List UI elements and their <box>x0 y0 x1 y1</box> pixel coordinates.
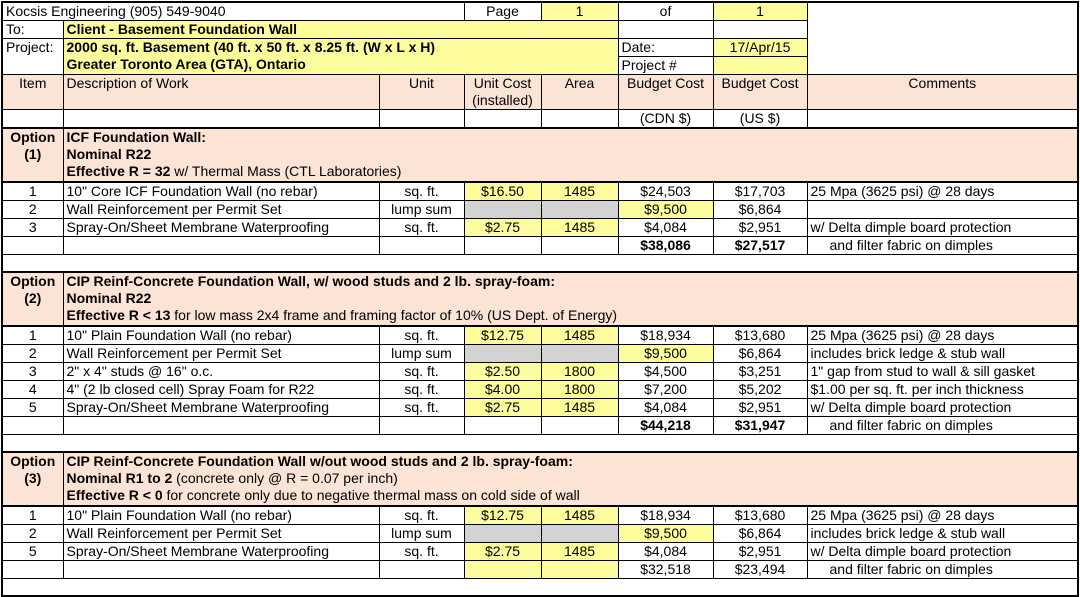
option-number: (3) <box>24 470 42 486</box>
total-row <box>2 237 1078 255</box>
blank-cell <box>63 237 379 255</box>
item-budget-us: $2,951 <box>713 219 807 237</box>
item-budget-cdn[interactable]: $9,500 <box>618 201 713 219</box>
col-budget-us: Budget Cost <box>713 75 807 110</box>
item-budget-us: $6,864 <box>713 525 807 543</box>
blank-cell <box>63 110 379 129</box>
blank-cell <box>541 561 618 579</box>
item-number: 1 <box>2 182 63 201</box>
item-budget-us: $6,864 <box>713 201 807 219</box>
blank-cell <box>63 417 379 435</box>
nominal-note: (concrete only @ R = 0.07 per inch) <box>172 470 398 486</box>
item-budget-us: $2,951 <box>713 543 807 561</box>
blank-cell <box>541 237 618 255</box>
item-budget-cdn[interactable]: $9,500 <box>618 345 713 363</box>
option-header <box>2 452 1078 506</box>
item-unit-cost[interactable] <box>464 525 541 543</box>
item-comment[interactable]: w/ Delta dimple board protection <box>807 543 1078 561</box>
item-budget-us: $13,680 <box>713 506 807 525</box>
item-number: 2 <box>2 525 63 543</box>
item-unit-cost[interactable]: $2.75 <box>464 219 541 237</box>
line-item-row <box>2 399 1078 417</box>
blank-cell <box>807 110 1078 129</box>
item-unit[interactable]: sq. ft. <box>379 506 464 525</box>
currency-us: (US $) <box>713 110 807 129</box>
spacer-row <box>2 255 1078 273</box>
effective-r: Effective R < 0 <box>66 487 163 503</box>
item-comment[interactable]: $1.00 per sq. ft. per inch thickness <box>807 381 1078 399</box>
option-header <box>2 272 1078 326</box>
item-description[interactable]: Spray-On/Sheet Membrane Waterproofing <box>63 399 379 417</box>
item-description[interactable]: 10" Plain Foundation Wall (no rebar) <box>63 326 379 345</box>
item-unit-cost[interactable] <box>464 345 541 363</box>
cost-estimate-sheet <box>1 1 1079 597</box>
item-unit-cost[interactable]: $2.75 <box>464 399 541 417</box>
to-value[interactable]: Client - Basement Foundation Wall <box>63 21 618 39</box>
item-area[interactable] <box>541 525 618 543</box>
option-number: (2) <box>24 290 42 306</box>
item-comment[interactable] <box>807 201 1078 219</box>
spacer-row <box>2 435 1078 453</box>
company-name: Kocsis Engineering (905) 549-9040 <box>2 2 464 21</box>
item-budget-us: $3,251 <box>713 363 807 381</box>
item-number: 3 <box>2 363 63 381</box>
col-budget-cdn: Budget Cost <box>618 75 713 110</box>
item-area[interactable]: 1800 <box>541 363 618 381</box>
item-number: 5 <box>2 399 63 417</box>
blank-cell <box>541 110 618 129</box>
line-item-row <box>2 201 1078 219</box>
item-description[interactable]: 10" Plain Foundation Wall (no rebar) <box>63 506 379 525</box>
item-description[interactable]: Wall Reinforcement per Permit Set <box>63 525 379 543</box>
col-comments: Comments <box>807 75 1078 110</box>
item-budget-us: $13,680 <box>713 326 807 345</box>
project-label: Project: <box>2 39 63 75</box>
item-area[interactable]: 1485 <box>541 399 618 417</box>
line-item-row <box>2 506 1078 525</box>
of-label: of <box>618 2 713 21</box>
line-item-row <box>2 381 1078 399</box>
effective-note: for concrete only due to negative thermal mass on cold side of wall <box>162 487 580 503</box>
item-comment[interactable]: 25 Mpa (3625 psi) @ 28 days <box>807 506 1078 525</box>
option-label <box>2 452 63 506</box>
blank-cell <box>464 561 541 579</box>
blank-cell <box>713 21 807 39</box>
item-description[interactable]: 2" x 4" studs @ 16" o.c. <box>63 363 379 381</box>
option-title: CIP Reinf-Concrete Foundation Wall w/out wood studs and 2 lb. spray-foam: <box>66 453 573 469</box>
line-item-row <box>2 543 1078 561</box>
page-label: Page <box>464 2 541 21</box>
effective-r: Effective R < 13 <box>66 307 171 323</box>
line-item-row <box>2 363 1078 381</box>
blank-cell <box>63 561 379 579</box>
blank-cell <box>2 561 63 579</box>
item-comment[interactable]: 25 Mpa (3625 psi) @ 28 days <box>807 326 1078 345</box>
date-label: Date: <box>618 39 713 57</box>
item-budget-us: $17,703 <box>713 182 807 201</box>
item-unit-cost[interactable]: $12.75 <box>464 326 541 345</box>
option-header <box>2 128 1078 182</box>
item-area[interactable]: 1485 <box>541 182 618 201</box>
item-budget-cdn: $4,500 <box>618 363 713 381</box>
col-description: Description of Work <box>63 75 379 110</box>
item-description[interactable]: Wall Reinforcement per Permit Set <box>63 201 379 219</box>
item-unit-cost[interactable]: $2.50 <box>464 363 541 381</box>
item-budget-cdn: $4,084 <box>618 543 713 561</box>
item-comment[interactable]: includes brick ledge & stub wall <box>807 525 1078 543</box>
item-budget-us: $6,864 <box>713 345 807 363</box>
spacer-cell <box>2 255 1078 273</box>
project-number-label: Project # <box>618 57 713 75</box>
total-comment[interactable]: and filter fabric on dimples <box>807 561 1078 579</box>
item-unit[interactable]: lump sum <box>379 525 464 543</box>
project-value[interactable] <box>63 39 618 75</box>
item-unit[interactable]: sq. ft. <box>379 219 464 237</box>
item-description[interactable]: 10" Core ICF Foundation Wall (no rebar) <box>63 182 379 201</box>
item-budget-cdn: $18,934 <box>618 326 713 345</box>
total-row <box>2 561 1078 579</box>
total-comment[interactable]: and filter fabric on dimples <box>807 237 1078 255</box>
item-unit[interactable]: sq. ft. <box>379 399 464 417</box>
item-number: 4 <box>2 381 63 399</box>
item-area[interactable] <box>541 345 618 363</box>
item-comment[interactable]: 1" gap from stud to wall & sill gasket <box>807 363 1078 381</box>
line-item-row <box>2 345 1078 363</box>
line-item-row <box>2 525 1078 543</box>
option-label <box>2 272 63 326</box>
item-number: 2 <box>2 345 63 363</box>
option-word: Option <box>10 129 56 145</box>
item-area[interactable]: 1485 <box>541 326 618 345</box>
effective-note: w/ Thermal Mass (CTL Laboratories) <box>170 163 402 179</box>
nominal-r: Nominal R22 <box>66 290 152 306</box>
item-comment[interactable]: w/ Delta dimple board protection <box>807 219 1078 237</box>
item-unit-cost[interactable]: $16.50 <box>464 182 541 201</box>
option-title: CIP Reinf-Concrete Foundation Wall, w/ wood studs and 2 lb. spray-foam: <box>66 273 555 289</box>
item-unit-cost[interactable]: $4.00 <box>464 381 541 399</box>
item-budget-us: $2,951 <box>713 399 807 417</box>
item-area[interactable]: 1800 <box>541 381 618 399</box>
item-unit-cost[interactable]: $12.75 <box>464 506 541 525</box>
option-label <box>2 128 63 182</box>
item-description[interactable]: Spray-On/Sheet Membrane Waterproofing <box>63 543 379 561</box>
to-label: To: <box>2 21 63 39</box>
total-comment[interactable]: and filter fabric on dimples <box>807 417 1078 435</box>
spacer-cell <box>2 435 1078 453</box>
total-budget-us: $23,494 <box>713 561 807 579</box>
blank-cell <box>464 417 541 435</box>
item-budget-cdn[interactable]: $9,500 <box>618 525 713 543</box>
item-comment[interactable]: 25 Mpa (3625 psi) @ 28 days <box>807 182 1078 201</box>
item-area[interactable]: 1485 <box>541 543 618 561</box>
project-line-1: 2000 sq. ft. Basement (40 ft. x 50 ft. x 8.25 ft. (W x L x H) <box>66 39 436 55</box>
total-budget-cdn: $44,218 <box>618 417 713 435</box>
line-item-row <box>2 182 1078 201</box>
blank-cell <box>464 110 541 129</box>
col-item: Item <box>2 75 63 110</box>
line-item-row <box>2 219 1078 237</box>
currency-cdn: (CDN $) <box>618 110 713 129</box>
item-description[interactable]: 4" (2 lb closed cell) Spray Foam for R22 <box>63 381 379 399</box>
item-unit[interactable]: sq. ft. <box>379 543 464 561</box>
nominal-r: Nominal R22 <box>66 146 152 162</box>
item-budget-cdn: $4,084 <box>618 399 713 417</box>
option-description <box>63 128 1078 182</box>
col-unit-cost: Unit Cost (installed) <box>464 75 541 110</box>
blank-cell <box>618 21 713 39</box>
item-description[interactable]: Wall Reinforcement per Permit Set <box>63 345 379 363</box>
total-budget-cdn: $38,086 <box>618 237 713 255</box>
effective-r: Effective R = 32 <box>66 163 171 179</box>
item-number: 2 <box>2 201 63 219</box>
project-line-2: Greater Toronto Area (GTA), Ontario <box>66 56 306 72</box>
spacer-row <box>2 579 1078 597</box>
date-value[interactable]: 17/Apr/15 <box>713 39 807 57</box>
spacer-cell <box>2 579 1078 597</box>
nominal-r: Nominal R1 to 2 <box>66 470 173 486</box>
item-number: 1 <box>2 326 63 345</box>
item-budget-cdn: $4,084 <box>618 219 713 237</box>
item-unit[interactable]: sq. ft. <box>379 182 464 201</box>
item-unit[interactable]: sq. ft. <box>379 363 464 381</box>
blank-cell <box>379 110 464 129</box>
item-unit-cost[interactable]: $2.75 <box>464 543 541 561</box>
item-area[interactable]: 1485 <box>541 506 618 525</box>
item-comment[interactable]: w/ Delta dimple board protection <box>807 399 1078 417</box>
item-description[interactable]: Spray-On/Sheet Membrane Waterproofing <box>63 219 379 237</box>
total-row <box>2 417 1078 435</box>
blank-cell <box>2 237 63 255</box>
option-word: Option <box>10 273 56 289</box>
total-budget-us: $31,947 <box>713 417 807 435</box>
item-budget-cdn: $18,934 <box>618 506 713 525</box>
item-unit[interactable]: lump sum <box>379 345 464 363</box>
col-unit: Unit <box>379 75 464 110</box>
effective-note: for low mass 2x4 frame and framing factor of 10% (US Dept. of Energy) <box>170 307 618 323</box>
item-number: 5 <box>2 543 63 561</box>
header-blank <box>807 2 1078 75</box>
item-unit[interactable]: sq. ft. <box>379 381 464 399</box>
item-area[interactable] <box>541 201 618 219</box>
project-number-value[interactable] <box>713 57 807 75</box>
option-title: ICF Foundation Wall: <box>66 129 206 145</box>
item-number: 3 <box>2 219 63 237</box>
item-budget-cdn: $24,503 <box>618 182 713 201</box>
blank-cell <box>379 561 464 579</box>
item-unit[interactable]: lump sum <box>379 201 464 219</box>
item-budget-us: $5,202 <box>713 381 807 399</box>
item-budget-cdn: $7,200 <box>618 381 713 399</box>
option-description <box>63 272 1078 326</box>
line-item-row <box>2 326 1078 345</box>
item-comment[interactable]: includes brick ledge & stub wall <box>807 345 1078 363</box>
blank-cell <box>2 110 63 129</box>
col-area: Area <box>541 75 618 110</box>
blank-cell <box>2 417 63 435</box>
blank-cell <box>464 237 541 255</box>
total-budget-cdn: $32,518 <box>618 561 713 579</box>
total-budget-us: $27,517 <box>713 237 807 255</box>
page-number[interactable]: 1 <box>541 2 618 21</box>
item-unit[interactable]: sq. ft. <box>379 326 464 345</box>
blank-cell <box>379 417 464 435</box>
blank-cell <box>541 417 618 435</box>
total-pages[interactable]: 1 <box>713 2 807 21</box>
option-description <box>63 452 1078 506</box>
item-unit-cost[interactable] <box>464 201 541 219</box>
option-number: (1) <box>24 146 42 162</box>
blank-cell <box>379 237 464 255</box>
item-number: 1 <box>2 506 63 525</box>
item-area[interactable]: 1485 <box>541 219 618 237</box>
option-word: Option <box>10 453 56 469</box>
